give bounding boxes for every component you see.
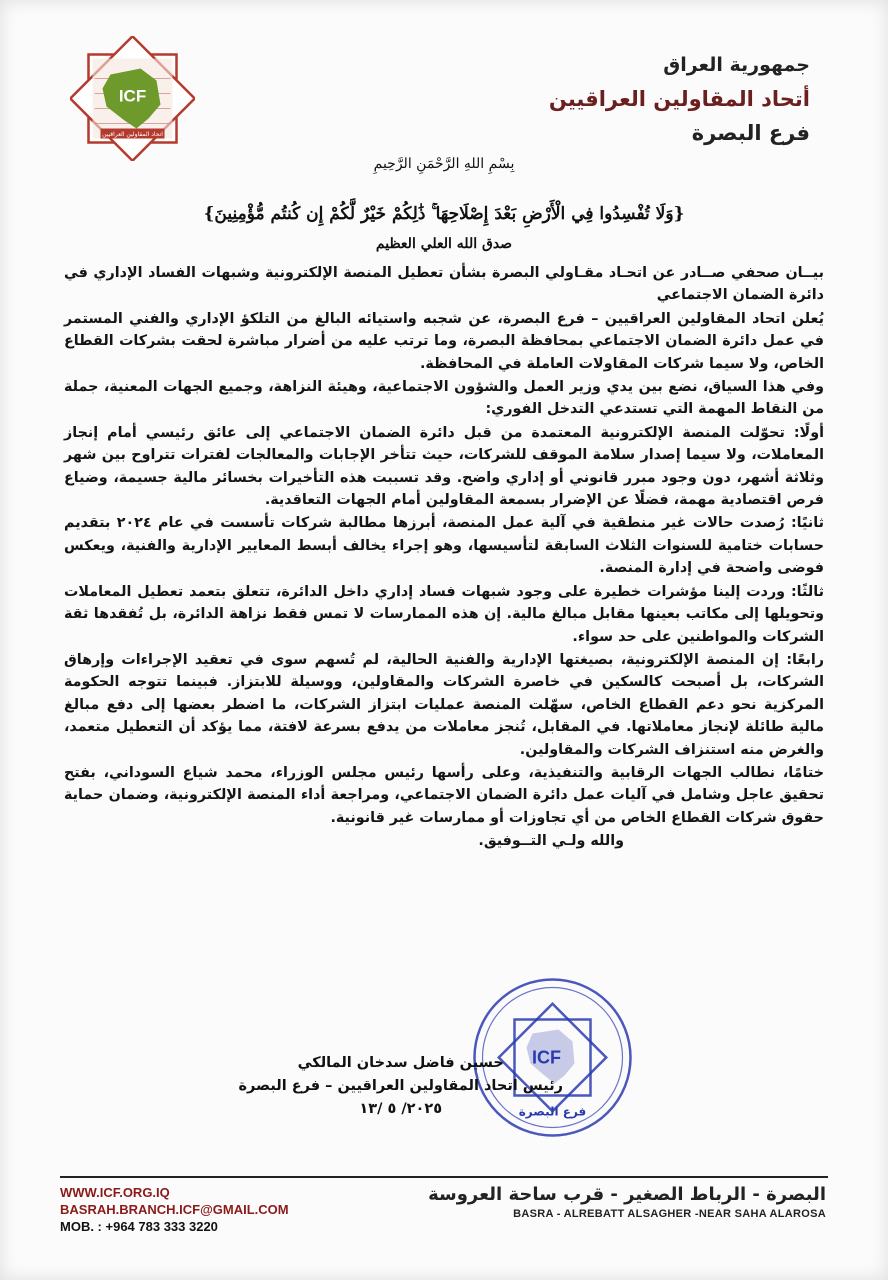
footer-email[interactable]: BASRAH.BRANCH.ICF@GMAIL.COM [60, 1202, 289, 1217]
icf-logo [70, 36, 195, 161]
verse-closing: صدق الله العلي العظيم [375, 236, 513, 252]
statement-closing: ختامًا، نطالب الجهات الرقابية والتنفيذية، وعلى رأسها رئيس مجلس الوزراء، محمد شياع السوداني، بفتح تحقيق عاجل وشامل في آليات عمل دائرة الضمان الاجتماعي، ومراجعة أداء المنصة الإلكترونية، وضمان حماية حقوق شركات القطاع الخاص من أي تجاوزات أو ممارسات غير قانونية. [64, 764, 824, 826]
point-first-text: تحوّلت المنصة الإلكترونية المعتمدة من قبل دائرة الضمان الاجتماعي إلى عائق رئيسي أمام إنجاز المعاملات، ولا سيما إصدار سلامة الموقف للشركات، حيث تتأخر الإجابات والمعالجات لفترات تتراوح بين شهر وثلاثة أشهر، دون وجود مبرر قانوني أو إداري واضح. وقد تسببت هذه التأخيرات بخسائر مالية جسيمة، وضياع فرص اقتصادية مهمة، فضلًا عن الإضرار بسمعة المقاولين أمام الجهات التعاقدية. [64, 424, 824, 509]
letterhead [450, 48, 810, 150]
point-fourth-text: إن المنصة الإلكترونية، بصيغتها الإدارية والفنية الحالية، لم تُسهم سوى في تعقيد الإجراءات وإرهاق الشركات، بل أصبحت كالسكين في خاصرة الشركات والمقاولين، ووسيلة للابتزاز. فبينما تتوجه الحكومة المركزية نحو دعم القطاع الخاص، سهّلت المنصة عمليات ابتزاز الشركات، ما اضطر بعضها إلى دفع مبالغ مالية طائلة لإنجاز معاملاتها. في المقابل، تُنجز معاملات من يدفع بسرعة لافتة، مما يؤكد أن التعطيل متعمد، والغرض منه استنزاف الشركات والمقاولين. [64, 651, 824, 758]
footer-address-arabic: البصرة - الرباط الصغير - قرب ساحة العروسة [428, 1184, 826, 1205]
signature-date: ٢٠٢٥/ ٥ /١٣ [359, 1101, 443, 1117]
footer-divider [60, 1176, 828, 1178]
footer-contacts [60, 1184, 289, 1235]
point-fourth [64, 649, 824, 761]
statement-body [64, 262, 824, 854]
footer-mobile: MOB. : +964 783 333 3220 [60, 1219, 218, 1234]
point-fourth-lead: رابعًا: [786, 651, 824, 668]
quran-verse: {وَلَا تُفْسِدُوا فِي الْأَرْضِ بَعْدَ إِصْلَاحِهَا ۚ ذَٰلِكُمْ خَيْرٌ لَّكُمْ إِن كُنتُم مُّؤْمِنِينَ} [203, 204, 685, 224]
point-first-lead: أولًا: [793, 424, 824, 441]
logo-caption: اتحاد المقاولين العراقيين [102, 131, 163, 138]
point-third-text: وردت إلينا مؤشرات خطيرة على وجود شبهات فساد إداري داخل الدائرة، تتعلق بتعمد تعطيل المعاملات وتحويلها إلى مكاتب بعينها مقابل مبالغ مالية. إن هذه الممارسات لا تمس فقط نزاهة الدائرة، بل تُفقدها ثقة الشركات والمواطنين على حد سواء. [64, 583, 824, 645]
header-organization: أتحاد المقاولين العراقيين [548, 87, 810, 111]
stamp-text: ICF [532, 1047, 561, 1068]
stamp-caption: فرع البصرة [518, 1104, 587, 1119]
point-third-lead: ثالثًا: [790, 583, 824, 600]
statement-title: بيــان صحفي صــادر عن اتحـاد مقـاولي البصرة بشأن تعطيل المنصة الإلكترونية وشبهات الفساد الإداري في دائرة الضمان الاجتماعي [64, 265, 824, 304]
signatory-title: رئيس اتحاد المقاولين العراقيين – فرع البصرة [238, 1078, 563, 1094]
signatory-name: حسين فاضل سدخان المالكي [297, 1055, 504, 1071]
point-second [64, 512, 824, 579]
point-third [64, 581, 824, 648]
point-first [64, 422, 824, 512]
footer-website[interactable]: WWW.ICF.ORG.IQ [60, 1185, 170, 1200]
statement-farewell: والله ولـي التــوفيق. [478, 833, 624, 850]
header-branch: فرع البصرة [691, 121, 810, 145]
basmala: بِسْمِ اللهِ الرَّحْمَنِ الرَّحِيمِ [373, 156, 515, 172]
footer-address [428, 1182, 826, 1220]
statement-context: وفي هذا السياق، نضع بين يدي وزير العمل والشؤون الاجتماعية، وهيئة النزاهة، وجميع الجهات المعنية، جملة من النقاط المهمة التي تستدعي التدخل الفوري: [64, 379, 824, 418]
point-second-text: رُصدت حالات غير منطقية في آلية عمل المنصة، أبرزها مطالبة شركات تأسست في عام ٢٠٢٤ بتقديم حسابات ختامية للسنوات الثلاث السابقة لتأسيسها، وهو إجراء يخالف أبسط المعايير الإدارية والفنية، ويعكس فوضى واضحة في إدارة المنصة. [64, 515, 824, 577]
signature-block [238, 1052, 563, 1121]
footer-address-english: BASRA - ALREBATT ALSAGHER -NEAR SAHA ALAROSA [513, 1208, 826, 1220]
statement-intro: يُعلن اتحاد المقاولين العراقيين – فرع البصرة، عن شجبه واستيائه البالغ من التلكؤ الإداري والفني المستمر في عمل دائرة الضمان الاجتماعي بمحافظة البصرة، وما ترتب عليه من أضرار مباشرة لحقت بشركات القطاع الخاص، ولا سيما شركات المقاولات العاملة في المحافظة. [64, 310, 824, 372]
logo-text: ICF [118, 86, 147, 106]
header-country: جمهورية العراق [663, 54, 810, 76]
point-second-lead: ثانيًا: [790, 515, 824, 532]
